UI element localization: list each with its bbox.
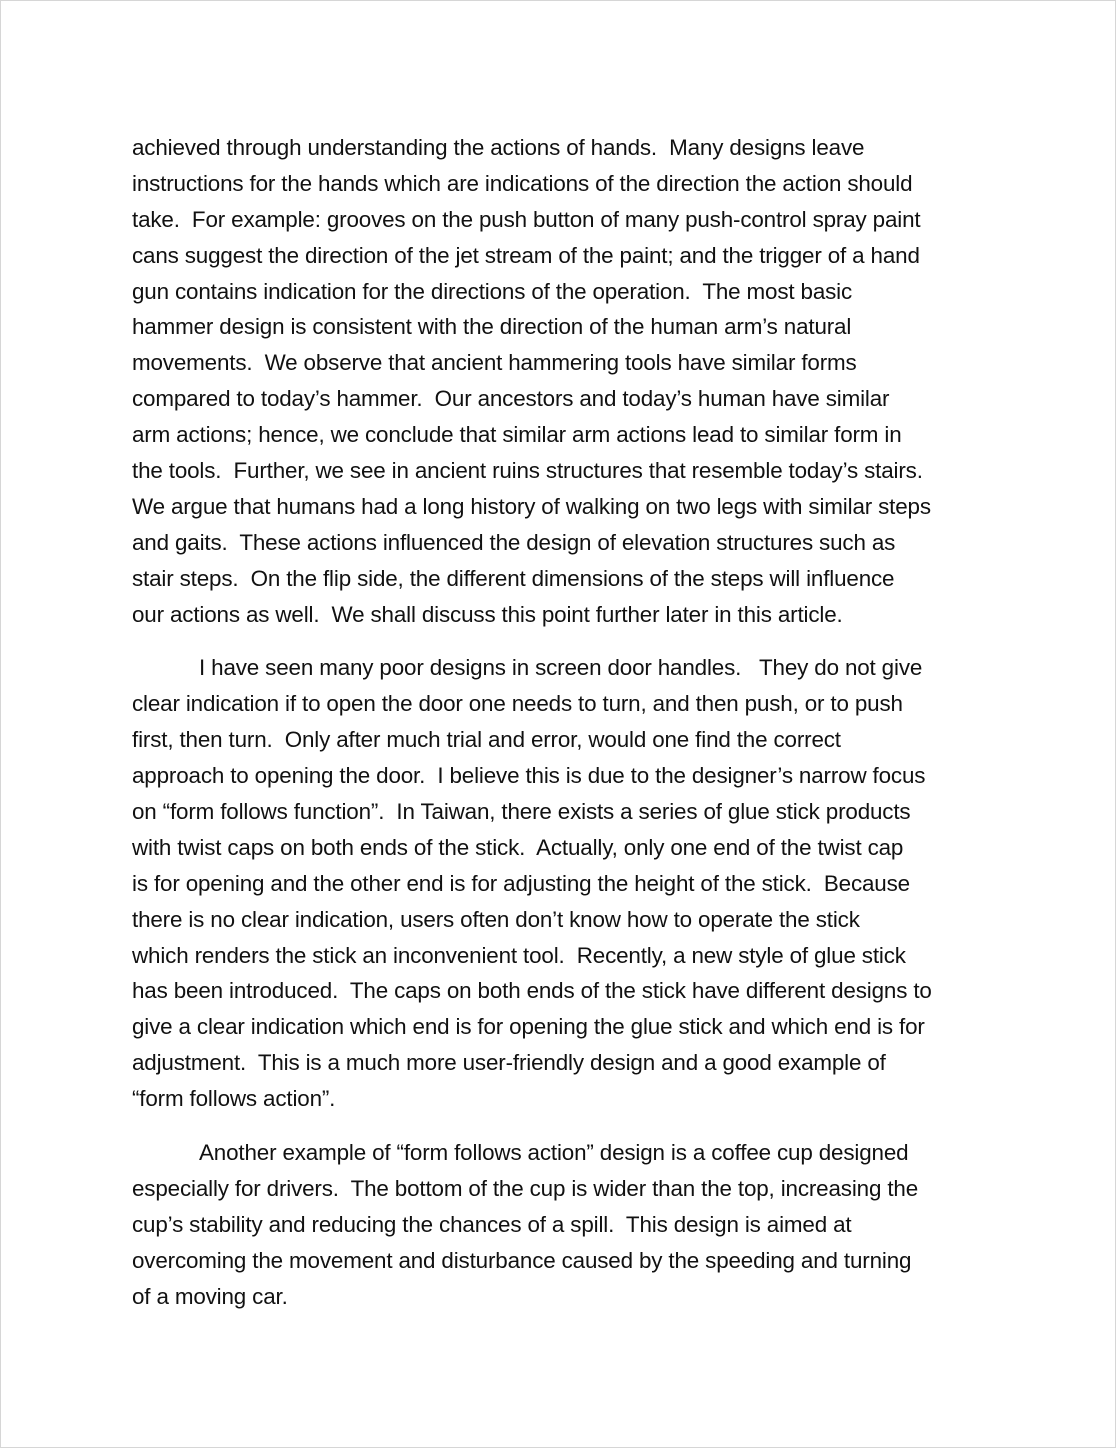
- text-line: “form follows action”.: [132, 1086, 336, 1112]
- text-line: with twist caps on both ends of the stick. Actually, only one end of the twist cap: [132, 834, 904, 860]
- text-line: compared to today’s hammer. Our ancestors and today’s human have similar: [132, 386, 890, 412]
- text-line: hammer design is consistent with the direction of the human arm’s natural: [132, 314, 852, 340]
- text-line: there is no clear indication, users often don’t know how to operate the stick: [132, 906, 860, 932]
- text-line: first, then turn. Only after much trial and error, would one find the correct: [132, 727, 841, 753]
- text-line: clear indication if to open the door one needs to turn, and then push, or to push: [132, 691, 903, 717]
- text-line: approach to opening the door. I believe this is due to the designer’s narrow focus: [132, 763, 926, 789]
- text-line: the tools. Further, we see in ancient ruins structures that resemble today’s stairs.: [132, 458, 923, 484]
- text-line: is for opening and the other end is for adjusting the height of the stick. Because: [132, 870, 910, 896]
- text-line-indented: I have seen many poor designs in screen door handles. They do not give: [199, 655, 923, 681]
- text-line: movements. We observe that ancient hammering tools have similar forms: [132, 350, 857, 376]
- text-line: especially for drivers. The bottom of the cup is wider than the top, increasing the: [132, 1175, 919, 1201]
- paragraph-1: [132, 130, 1002, 632]
- text-line: stair steps. On the flip side, the different dimensions of the steps will influence: [132, 565, 895, 591]
- text-line-indented: Another example of “form follows action” design is a coffee cup designed: [199, 1140, 909, 1166]
- paragraph-3: [132, 1135, 1002, 1314]
- text-line: cans suggest the direction of the jet stream of the paint; and the trigger of a hand: [132, 242, 920, 268]
- text-line: overcoming the movement and disturbance caused by the speeding and turning: [132, 1247, 912, 1273]
- text-line: arm actions; hence, we conclude that similar arm actions lead to similar form in: [132, 422, 902, 448]
- text-line: gun contains indication for the directions of the operation. The most basic: [132, 278, 853, 304]
- text-line: which renders the stick an inconvenient tool. Recently, a new style of glue stick: [132, 942, 906, 968]
- text-line: We argue that humans had a long history of walking on two legs with similar steps: [132, 493, 931, 519]
- text-line: adjustment. This is a much more user-friendly design and a good example of: [132, 1050, 886, 1076]
- text-line: on “form follows function”. In Taiwan, there exists a series of glue stick products: [132, 799, 911, 825]
- text-line: has been introduced. The caps on both ends of the stick have different designs to: [132, 978, 932, 1004]
- text-line: our actions as well. We shall discuss this point further later in this article.: [132, 601, 843, 627]
- text-line: achieved through understanding the actions of hands. Many designs leave: [132, 135, 865, 160]
- text-line: give a clear indication which end is for opening the glue stick and which end is for: [132, 1014, 925, 1040]
- document-body: [132, 130, 1002, 1333]
- text-line: of a moving car.: [132, 1283, 288, 1309]
- text-line: cup’s stability and reducing the chances of a spill. This design is aimed at: [132, 1211, 852, 1237]
- text-line: take. For example: grooves on the push button of many push-control spray paint: [132, 206, 921, 232]
- text-line: and gaits. These actions influenced the design of elevation structures such as: [132, 529, 896, 555]
- text-line: instructions for the hands which are indications of the direction the action should: [132, 170, 913, 196]
- paragraph-2: [132, 650, 1002, 1117]
